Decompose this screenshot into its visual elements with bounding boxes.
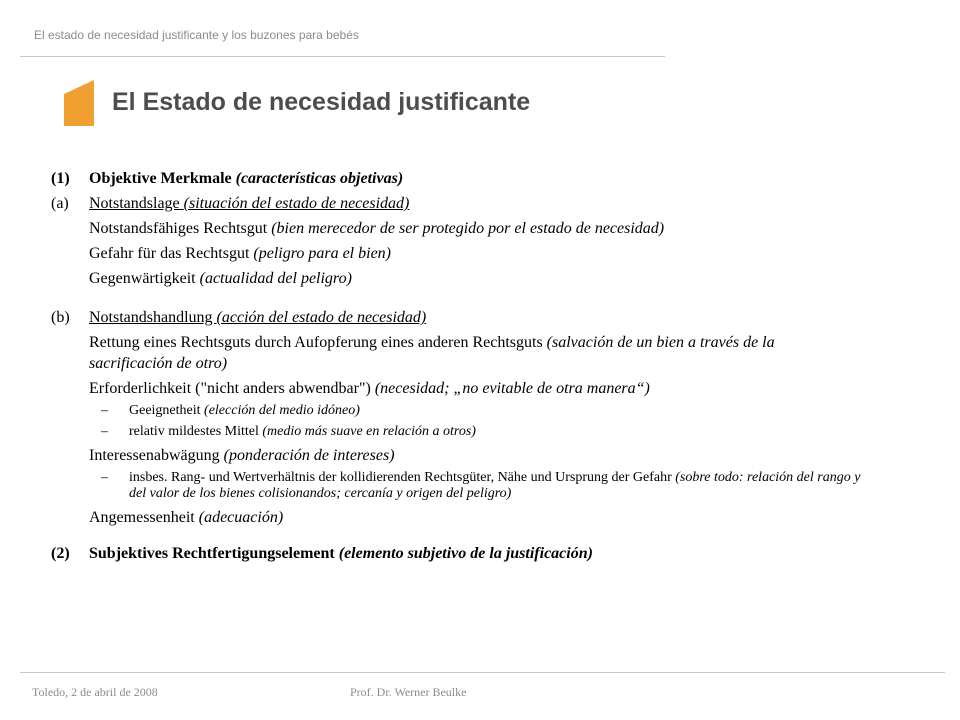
list-item: Angemessenheit (adecuación) xyxy=(89,509,284,526)
heading-objective: (1) Objektive Merkmale (características objetivas) xyxy=(51,170,404,187)
list-item: Rettung eines Rechtsguts durch Aufopferung eines anderen Rechtsguts (salvación de un bien a través de la sacrificación de otro) xyxy=(89,334,775,372)
sub-item: – relativ mildestes Mittel (medio más suave en relación a otros) xyxy=(101,424,476,439)
sub-item: – insbes. Rang- und Wertverhältnis der kollidierenden Rechtsgüter, Nähe und Ursprung der Gefahr (sobre todo: relación del rango y del valor de los bienes colisionandos; cercanía y origen del peligro) xyxy=(101,470,861,501)
list-item: Gefahr für das Rechtsgut (peligro para el bien) xyxy=(89,245,391,262)
list-item: Gegenwärtigkeit (actualidad del peligro) xyxy=(89,270,352,287)
accent-shape xyxy=(64,80,94,126)
slide-content xyxy=(51,168,891,568)
header-text: El estado de necesidad justificante y los buzones para bebés xyxy=(34,28,359,42)
footer-date: Toledo, 2 de abril de 2008 xyxy=(32,685,158,699)
list-item: Interessenabwägung (ponderación de intereses) xyxy=(89,447,395,464)
list-item: Notstandsfähiges Rechtsgut (bien merecedor de ser protegido por el estado de necesidad) xyxy=(89,220,665,237)
sub-item: – Geeignetheit (elección del medio idóneo) xyxy=(101,403,360,418)
page-title: El Estado de necesidad justificante xyxy=(112,88,531,116)
heading-a: (a) Notstandslage (situación del estado de necesidad) xyxy=(51,195,410,212)
heading-b: (b) Notstandshandlung (acción del estado de necesidad) xyxy=(51,309,427,326)
list-item: Erforderlichkeit ("nicht anders abwendbar") (necesidad; „no evitable de otra manera“) xyxy=(89,380,650,397)
footer-author: Prof. Dr. Werner Beulke xyxy=(350,685,467,699)
footer-divider xyxy=(20,672,945,673)
heading-subjective: (2) Subjektives Rechtfertigungselement (elemento subjetivo de la justificación) xyxy=(51,545,593,562)
header-divider xyxy=(20,56,665,57)
